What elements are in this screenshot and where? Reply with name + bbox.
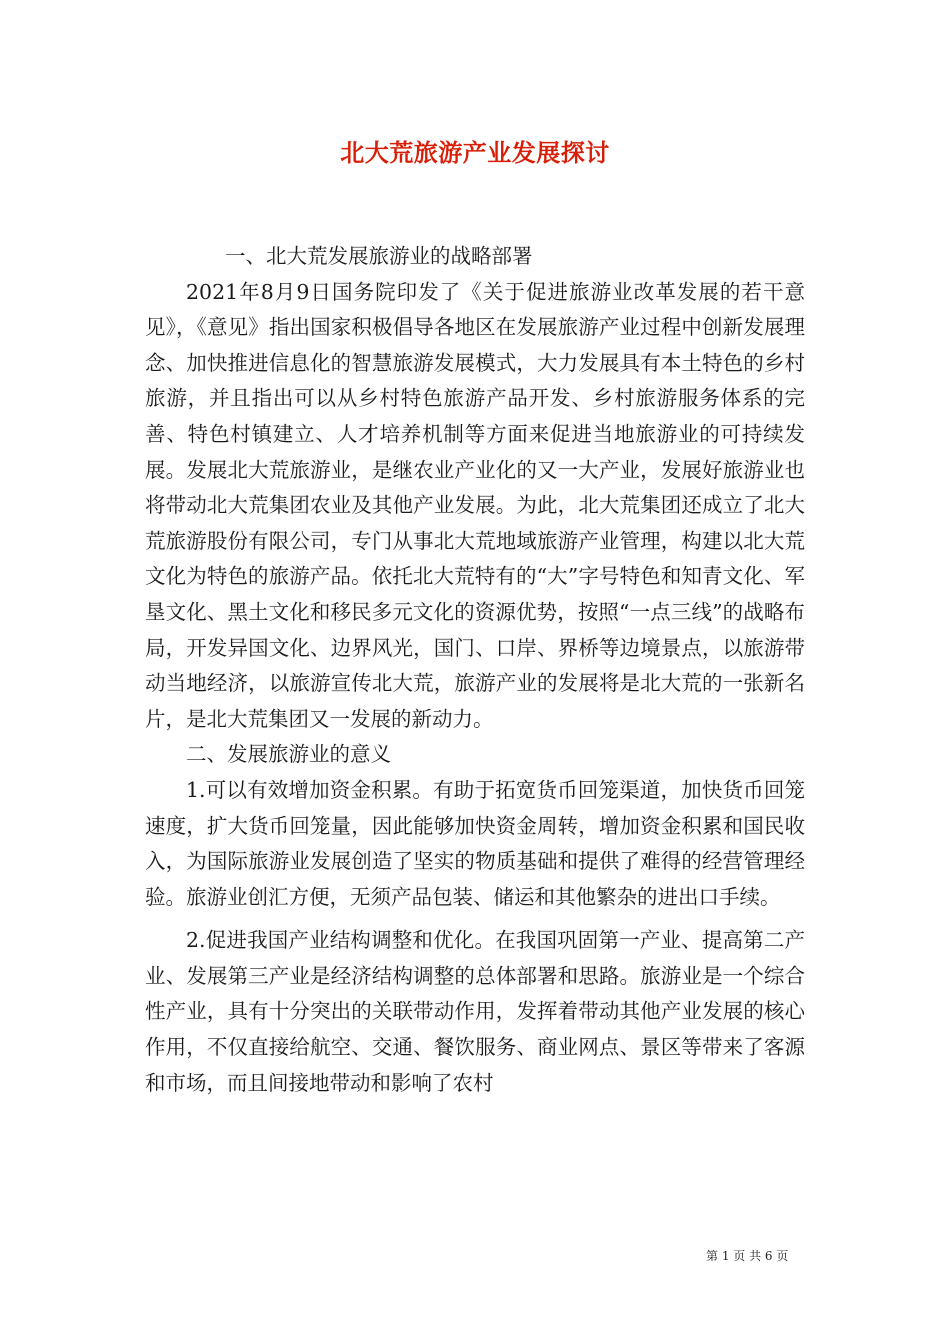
document-body xyxy=(145,239,805,1101)
section-heading-2: 二、发展旅游业的意义 xyxy=(186,742,391,767)
paragraph-capital-accumulation: 1.可以有效增加资金积累。有助于拓宽货币回笼渠道，加快货币回笼速度，扩大货币回笼量，因此能够加快资金周转，增加资金积累和国民收入，为国际旅游业发展创造了坚实的物质基础和提供了难得的经营管理经验。旅游业创汇方便，无须产品包装、储运和其他繁杂的进出口手续。 xyxy=(145,777,805,909)
section-heading-1: 一、北大荒发展旅游业的战略部署 xyxy=(225,244,533,268)
paragraph-strategy: 2021年8月9日国务院印发了《关于促进旅游业改革发展的若干意见》，《意见》指出国家积极倡导各地区在发展旅游产业过程中创新发展理念、加快推进信息化的智慧旅游发展模式，大力发展具有本土特色的乡村旅游，并且指出可以从乡村特色旅游产品开发、乡村旅游服务体系的完善、特色村镇建立、人才培养机制等方面来促进当地旅游业的可持续发展。发展北大荒旅游业，是继农业产业化的又一大产业，发展好旅游业也将带动北大荒集团农业及其他产业发展。为此，北大荒集团还成立了北大荒旅游股份有限公司，专门从事北大荒地域旅游产业管理，构建以北大荒文化为特色的旅游产品。依托北大荒特有的“大”字号特色和知青文化、军垦文化、黑土文化和移民多元文化的资源优势，按照“一点三线”的战略布局，开发异国文化、边界风光，国门、口岸、界桥等边境景点，以旅游带动当地经济，以旅游宣传北大荒，旅游产业的发展将是北大荒的一张新名片，是北大荒集团又一发展的新动力。 xyxy=(145,279,805,731)
paragraph-industrial-structure: 2.促进我国产业结构调整和优化。在我国巩固第一产业、提高第二产业、发展第三产业是经济结构调整的总体部署和思路。旅游业是一个综合性产业，具有十分突出的关联带动作用，发挥着带动其他产业发展的核心作用，不仅直接给航空、交通、餐饮服务、商业网点、景区等带来了客源和市场，而且间接地带动和影响了农村 xyxy=(145,928,805,1095)
document-title: 北大荒旅游产业发展探讨 xyxy=(340,138,610,167)
page-footer: 第 1 页 共 6 页 xyxy=(706,1249,789,1263)
